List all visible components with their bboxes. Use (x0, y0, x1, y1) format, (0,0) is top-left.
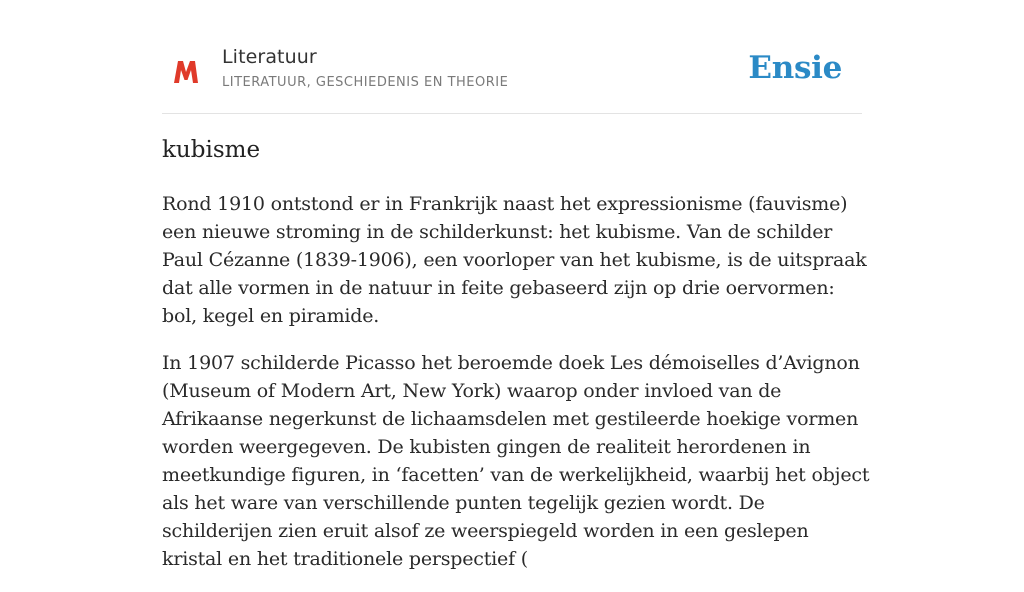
m-logo-icon[interactable] (172, 56, 200, 86)
source-subtitle: LITERATUUR, GESCHIEDENIS EN THEORIE (222, 75, 509, 90)
source-header (162, 40, 862, 114)
paragraph: Rond 1910 ontstond er in Frankrijk naast het expressionisme (fauvisme) een nieuwe stroming in de schilderkunst: het kubisme. Van de schilder Paul Cézanne (1839-1906), een voorloper van het kubisme, is de uitspraak dat alle vormen in de natuur in feite gebaseerd zijn op drie oervormen: bol, kegel en piramide. (162, 193, 867, 327)
source-title[interactable]: Literatuur (222, 46, 317, 68)
paragraph: In 1907 schilderde Picasso het beroemde doek Les démoiselles d’Avignon (Museum of Modern Art, New York) waarop onder invloed van de Afrikaanse negerkunst de lichaamsdelen met gestileerde hoekige vormen worden weergegeven. De kubisten gingen de realiteit herordenen in meetkundige figuren, in ‘facetten’ van de werkelijkheid, waarbij het object als het ware van verschillende punten tegelijk gezien wordt. De schilderijen zien eruit alsof ze weerspiegeld worden in een geslepen kristal en het traditionele perspectief ( (162, 352, 870, 570)
page-title: kubisme (162, 137, 261, 163)
article-body (162, 190, 870, 592)
ensie-logo[interactable]: Ensie (748, 50, 842, 86)
